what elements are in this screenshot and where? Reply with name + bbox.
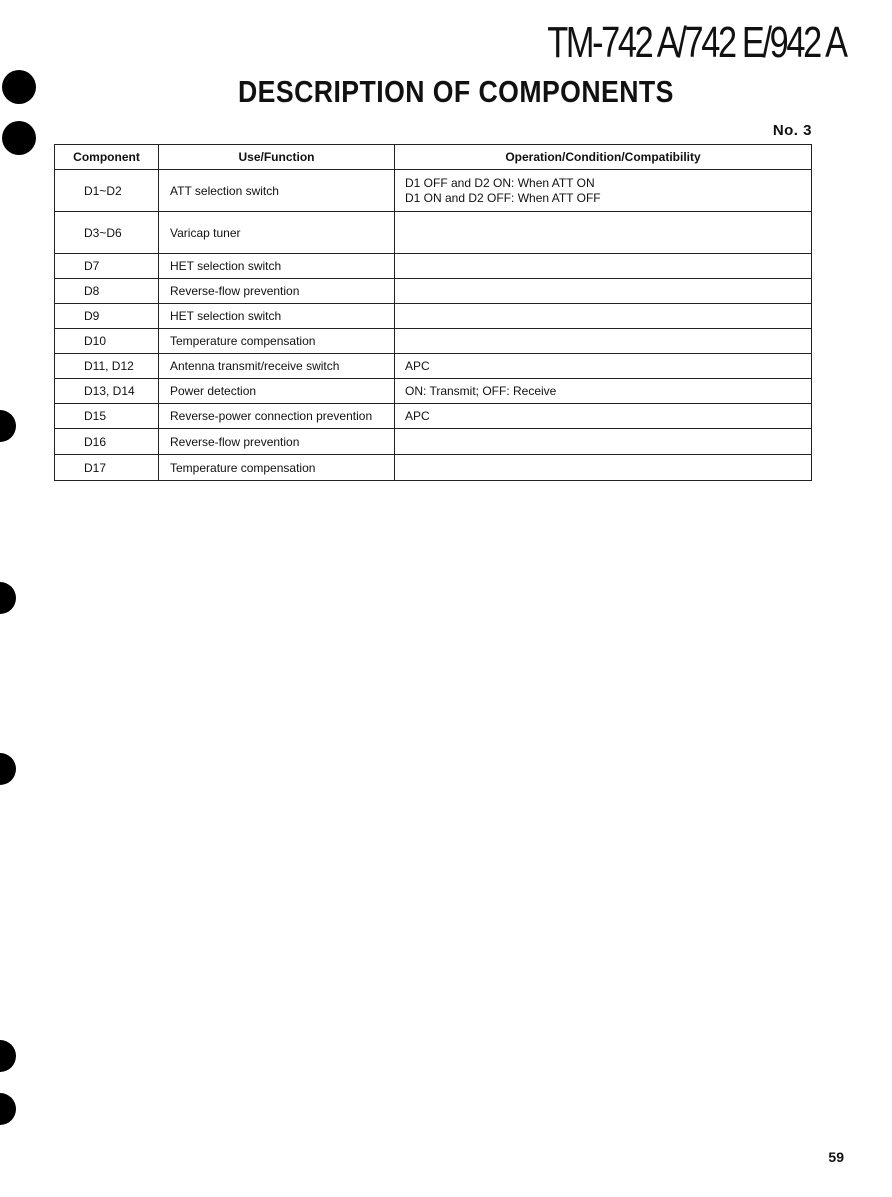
operation-cell: [395, 379, 812, 404]
use-function-cell: Varicap tuner: [159, 212, 395, 254]
operation-line: APC: [405, 408, 430, 423]
column-header-operation: Operation/Condition/Compatibility: [395, 145, 812, 170]
operation-cell: [395, 404, 812, 429]
operation-cell: [395, 354, 812, 379]
table-row: [55, 279, 812, 304]
operation-cell: [395, 329, 812, 354]
binder-hole: [0, 1040, 16, 1072]
operation-cell: [395, 279, 812, 304]
model-title: TM-742 A/742 E/942 A: [547, 18, 846, 67]
use-function-cell: HET selection switch: [159, 304, 395, 329]
table-row: [55, 304, 812, 329]
table-row: [55, 404, 812, 429]
use-function-cell: Power detection: [159, 379, 395, 404]
page-number: 59: [828, 1149, 844, 1165]
operation-line: APC: [405, 358, 430, 373]
binder-hole: [0, 410, 16, 442]
table-row: [55, 379, 812, 404]
operation-line: ON: Transmit; OFF: Receive: [405, 383, 557, 398]
component-cell: D15: [55, 404, 159, 429]
table-row: [55, 429, 812, 455]
sheet-number: No. 3: [772, 122, 812, 139]
use-function-cell: ATT selection switch: [159, 170, 395, 212]
binder-hole: [2, 70, 36, 104]
component-cell: D13, D14: [55, 379, 159, 404]
component-cell: D9: [55, 304, 159, 329]
use-function-cell: HET selection switch: [159, 254, 395, 279]
use-function-cell: Reverse-flow prevention: [159, 429, 395, 455]
table-row: [55, 455, 812, 481]
operation-cell: [395, 455, 812, 481]
binder-hole: [0, 753, 16, 785]
component-cell: D17: [55, 455, 159, 481]
component-cell: D8: [55, 279, 159, 304]
table-row: [55, 329, 812, 354]
column-header-use-function: Use/Function: [159, 145, 395, 170]
table-row: [55, 254, 812, 279]
table-header-row: [55, 145, 812, 170]
use-function-cell: Reverse-power connection prevention: [159, 404, 395, 429]
table-row: [55, 212, 812, 254]
component-cell: D1~D2: [55, 170, 159, 212]
binder-hole: [2, 121, 36, 155]
use-function-cell: Antenna transmit/receive switch: [159, 354, 395, 379]
table-row: [55, 354, 812, 379]
operation-cell: [395, 212, 812, 254]
binder-hole: [0, 582, 16, 614]
table-body: [55, 170, 812, 481]
operation-line: D1 ON and D2 OFF: When ATT OFF: [405, 190, 601, 205]
use-function-cell: Temperature compensation: [159, 329, 395, 354]
use-function-cell: Temperature compensation: [159, 455, 395, 481]
operation-cell: [395, 429, 812, 455]
operation-cell: [395, 254, 812, 279]
page-title: DESCRIPTION OF COMPONENTS: [238, 74, 674, 109]
operation-line: D1 OFF and D2 ON: When ATT ON: [405, 175, 595, 190]
component-cell: D16: [55, 429, 159, 455]
component-cell: D10: [55, 329, 159, 354]
operation-cell: [395, 304, 812, 329]
binder-hole: [0, 1093, 16, 1125]
component-cell: D11, D12: [55, 354, 159, 379]
operation-cell: [395, 170, 812, 212]
components-table: [54, 144, 812, 481]
use-function-cell: Reverse-flow prevention: [159, 279, 395, 304]
column-header-component: Component: [55, 145, 159, 170]
component-cell: D7: [55, 254, 159, 279]
table-row: [55, 170, 812, 212]
component-cell: D3~D6: [55, 212, 159, 254]
